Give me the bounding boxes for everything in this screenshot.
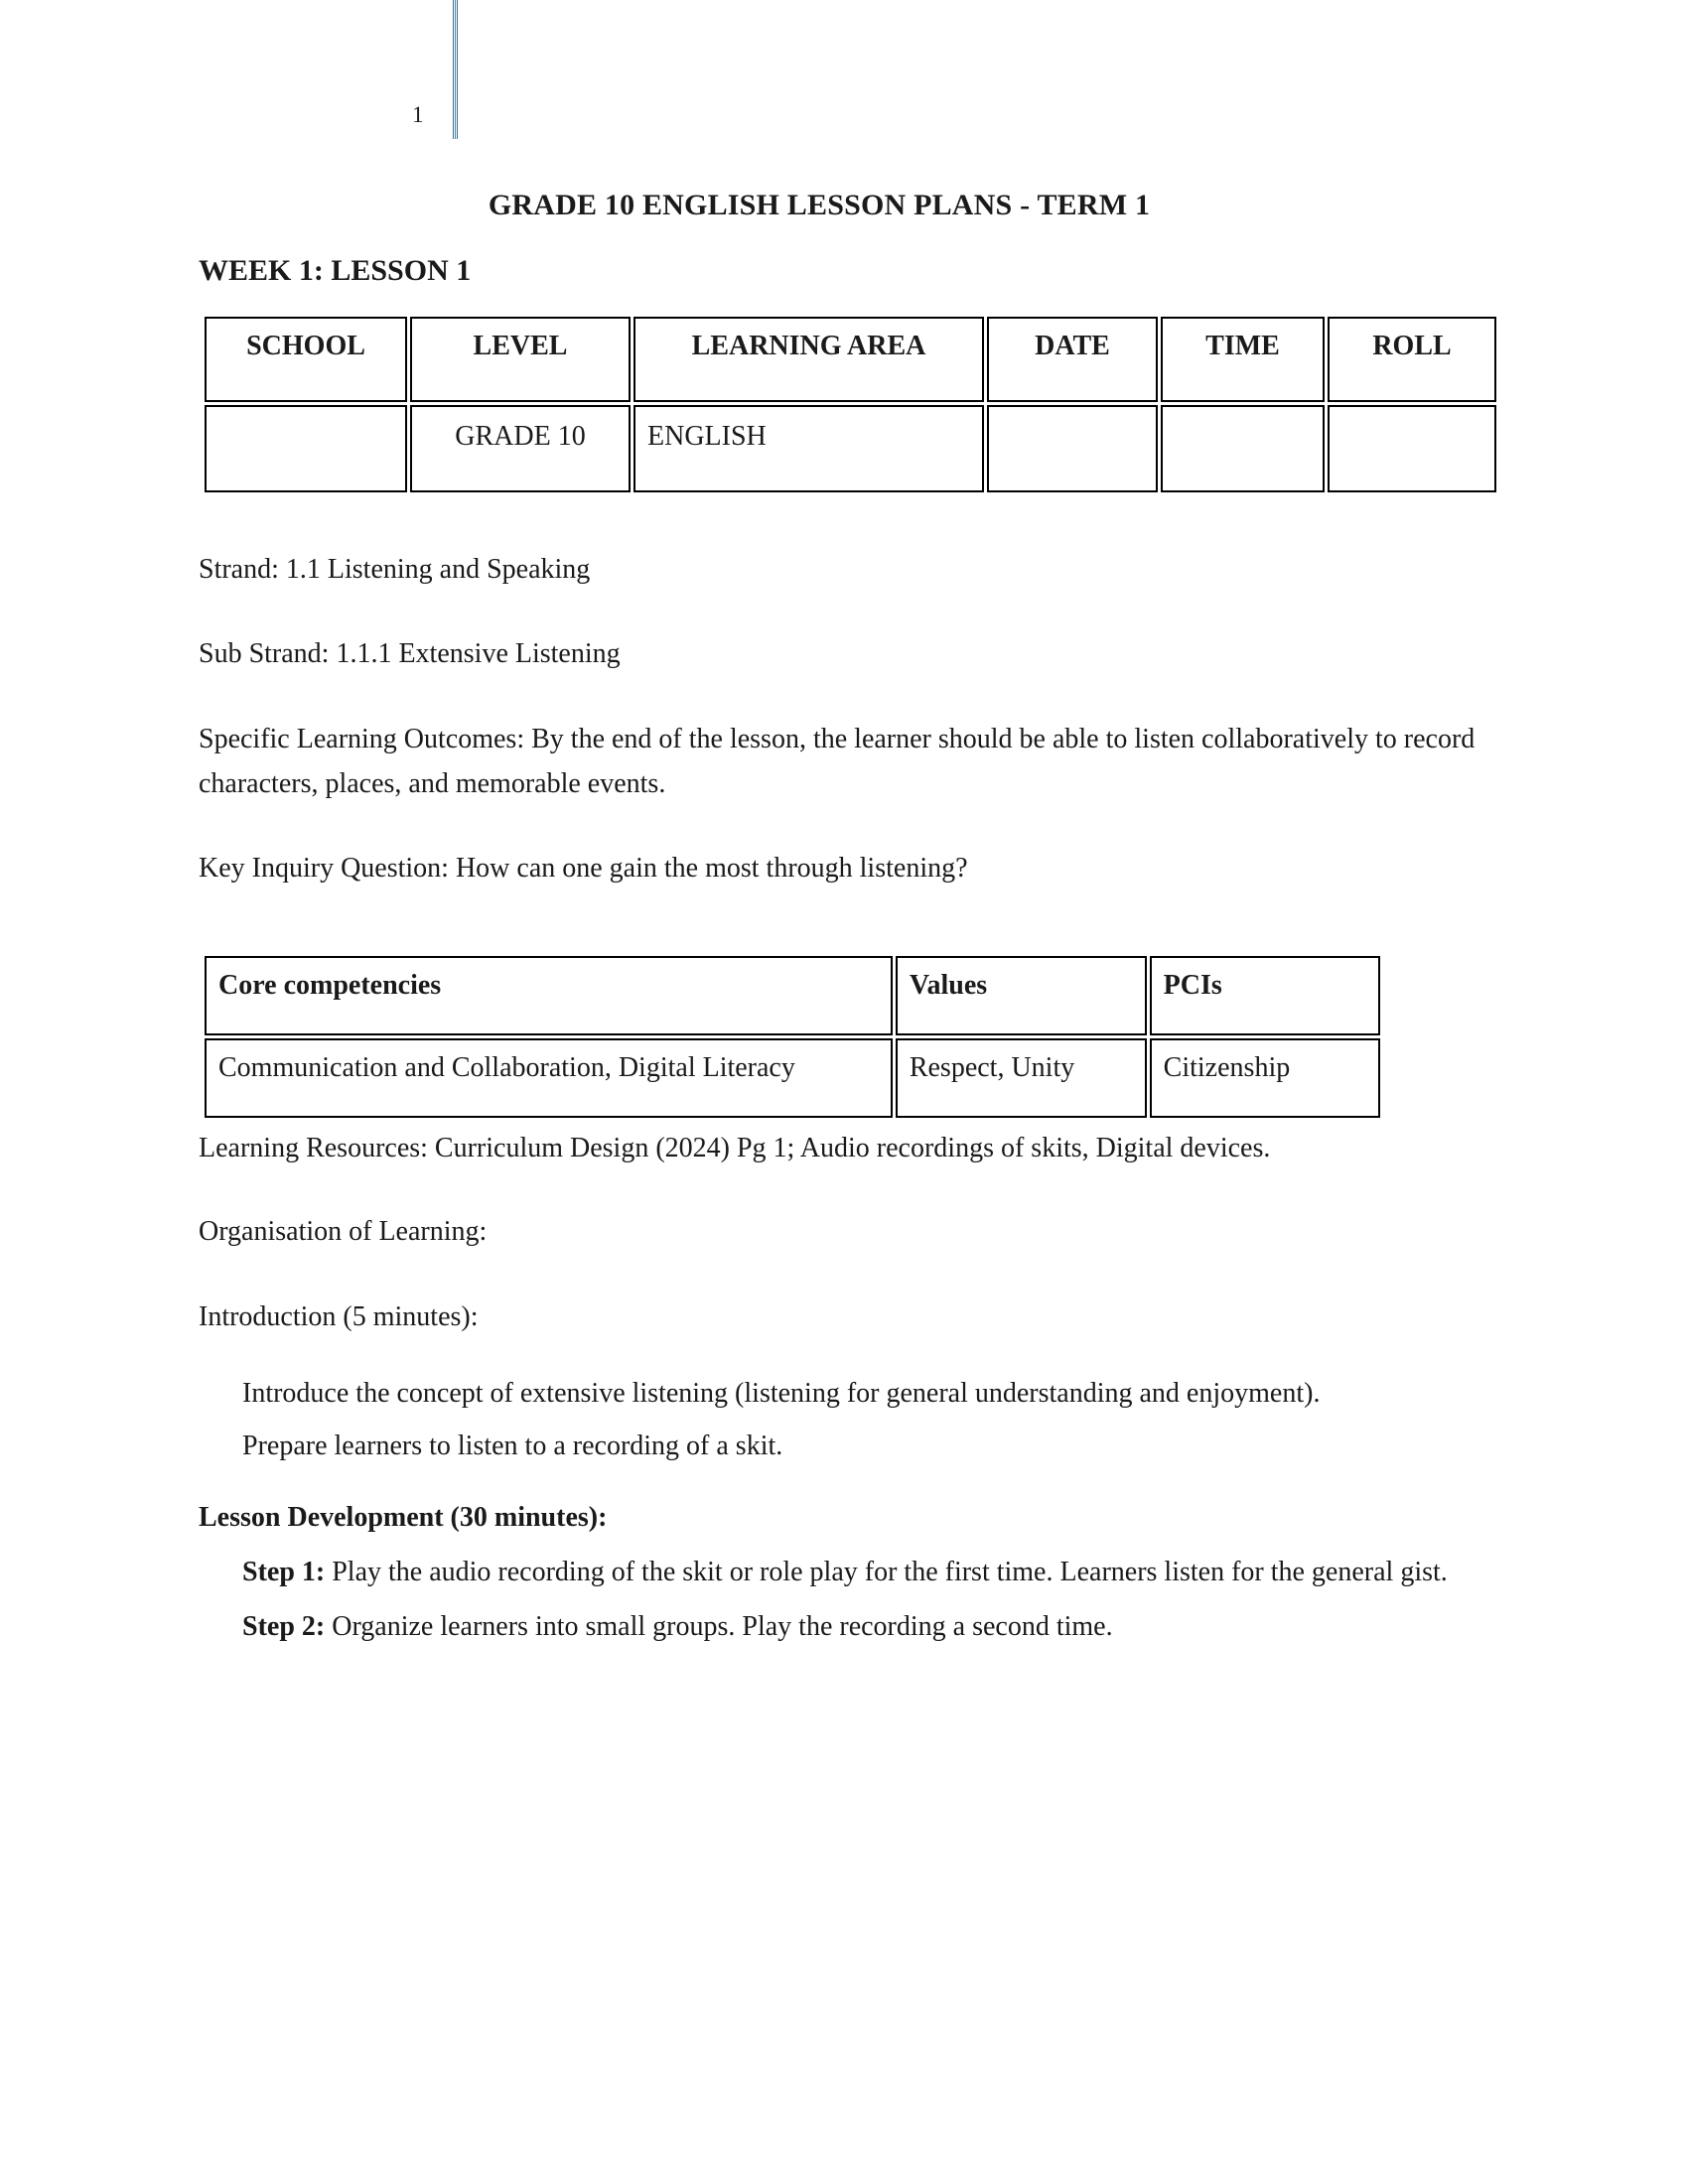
key-inquiry-question: Key Inquiry Question: How can one gain the most through listening? xyxy=(199,853,968,885)
cell-core-competencies-value[interactable]: Communication and Collaboration, Digital Literacy xyxy=(205,1038,893,1118)
page-title: GRADE 10 ENGLISH LESSON PLANS - TERM 1 xyxy=(488,189,1151,221)
introduction-item-2-text: Prepare learners to listen to a recording of a skit. xyxy=(242,1431,783,1462)
column-header-date: DATE xyxy=(987,317,1158,402)
cell-roll-value[interactable] xyxy=(1328,405,1496,492)
column-header-school: SCHOOL xyxy=(205,317,407,402)
table-row xyxy=(205,1038,1380,1118)
column-header-learning-area: LEARNING AREA xyxy=(633,317,984,402)
lesson-step-1-label: Step 1: xyxy=(242,1556,326,1587)
learning-resources-line: Learning Resources: Curriculum Design (2024) Pg 1; Audio recordings of skits, Digital devices. xyxy=(199,1132,1271,1163)
cell-school-value[interactable] xyxy=(205,405,407,492)
column-header-roll: ROLL xyxy=(1328,317,1496,402)
strand-line: Strand: 1.1 Listening and Speaking xyxy=(199,554,591,585)
document-content xyxy=(199,189,1479,1660)
column-header-time: TIME xyxy=(1161,317,1325,402)
sub-strand-line: Sub Strand: 1.1.1 Extensive Listening xyxy=(199,638,621,670)
spacer xyxy=(199,495,1479,547)
lesson-info-table xyxy=(202,314,1499,495)
table-header-row xyxy=(205,956,1380,1035)
specific-learning-outcomes: Specific Learning Outcomes: By the end of the lesson, the learner should be able to listen collaboratively to record characters, places, and memorable events. xyxy=(199,723,1476,800)
introduction-item-2 xyxy=(199,1424,1479,1468)
introduction-heading: Introduction (5 minutes): xyxy=(199,1300,479,1332)
lesson-step-2 xyxy=(199,1604,1479,1649)
spacer xyxy=(199,931,1479,953)
cell-pcis-value[interactable]: Citizenship xyxy=(1150,1038,1380,1118)
lesson-step-1 xyxy=(199,1550,1479,1594)
column-header-pcis: PCIs xyxy=(1150,956,1380,1035)
introduction-item-1 xyxy=(199,1371,1479,1416)
table-header-row xyxy=(205,317,1496,402)
column-header-values: Values xyxy=(896,956,1147,1035)
column-header-core-competencies: Core competencies xyxy=(205,956,893,1035)
cell-date-value[interactable] xyxy=(987,405,1158,492)
lesson-step-1-text: Play the audio recording of the skit or role play for the first time. Learners listen for the general gist. xyxy=(332,1556,1448,1587)
column-header-level: LEVEL xyxy=(410,317,631,402)
core-competencies-table xyxy=(202,953,1383,1121)
organisation-of-learning-label: Organisation of Learning: xyxy=(199,1216,488,1248)
introduction-item-1-text: Introduce the concept of extensive listening (listening for general understanding and enjoyment). xyxy=(242,1377,1321,1409)
cell-learning-area-value[interactable]: ENGLISH xyxy=(633,405,984,492)
lesson-step-2-text: Organize learners into small groups. Play the recording a second time. xyxy=(332,1611,1113,1643)
page-number: 1 xyxy=(412,102,424,127)
cell-level-value[interactable]: GRADE 10 xyxy=(410,405,631,492)
cell-time-value[interactable] xyxy=(1161,405,1325,492)
table-row xyxy=(205,405,1496,492)
lesson-step-2-label: Step 2: xyxy=(242,1611,326,1643)
cell-values-value[interactable]: Respect, Unity xyxy=(896,1038,1147,1118)
revision-change-bar xyxy=(453,0,458,139)
week-lesson-heading: WEEK 1: LESSON 1 xyxy=(199,254,472,287)
lesson-development-heading: Lesson Development (30 minutes): xyxy=(199,1501,608,1533)
